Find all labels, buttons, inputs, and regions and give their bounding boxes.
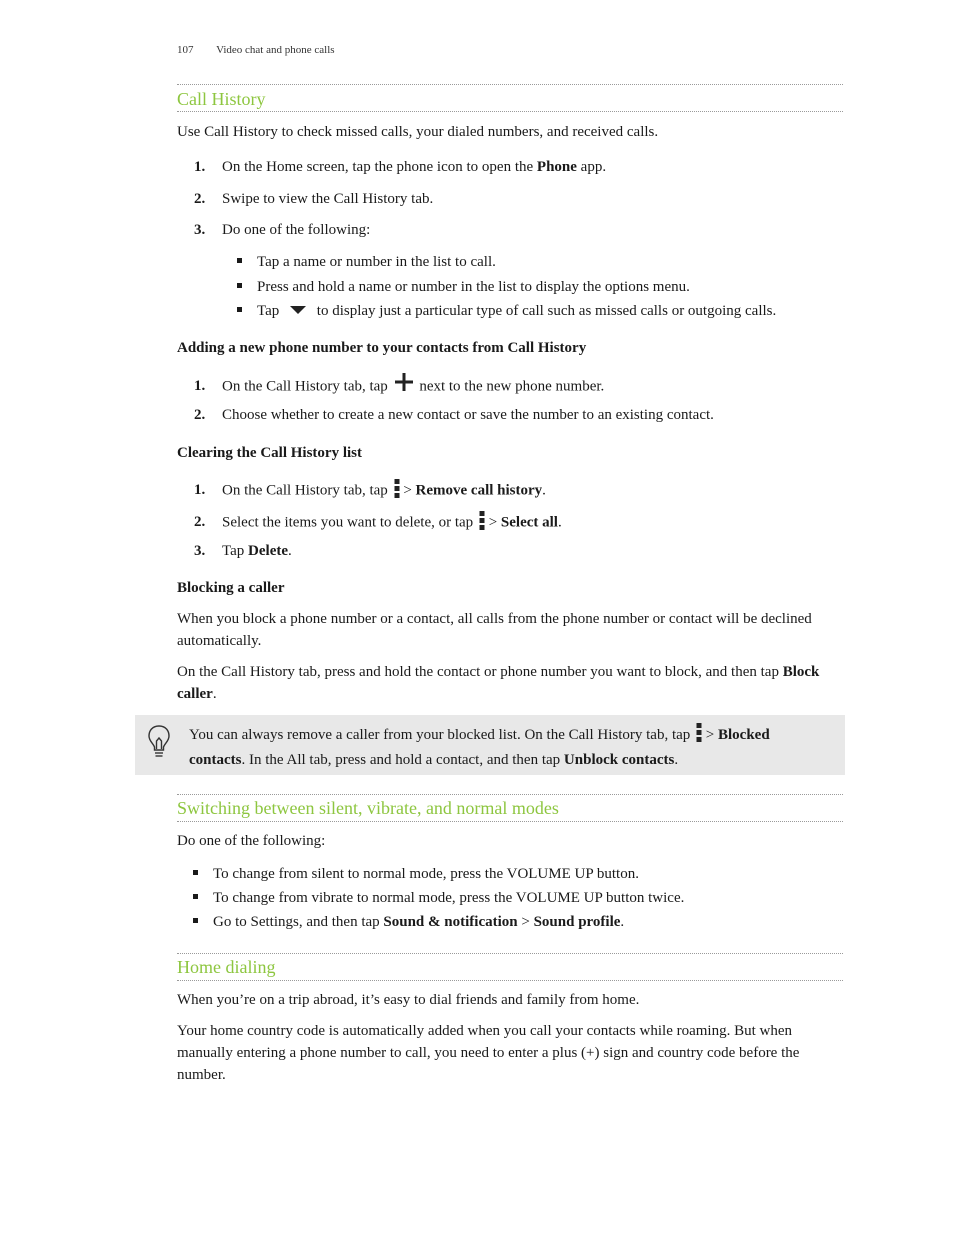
triangle-down-icon xyxy=(289,302,307,322)
blocking-para-1: When you block a phone number or a contact, all calls from the phone number or contact will be declined automatically. xyxy=(177,611,812,649)
step-text-end: app. xyxy=(576,159,607,175)
section-rule-bottom xyxy=(177,980,843,981)
block-caller-label: Block caller xyxy=(177,664,820,702)
punctuation: . xyxy=(620,914,625,930)
step-number: 2. xyxy=(194,191,206,207)
plus-icon xyxy=(394,372,414,398)
bullet-text: To change from vibrate to normal mode, press the VOLUME UP button twice. xyxy=(213,890,685,906)
home-dialing-para-1: When you’re on a trip abroad, it’s easy to dial friends and family from home. xyxy=(177,992,640,1008)
page-number: 107 xyxy=(177,44,194,56)
punctuation: . xyxy=(212,686,217,702)
running-header xyxy=(177,44,335,56)
call-history-intro: Use Call History to check missed calls, your dialed numbers, and received calls. xyxy=(177,124,659,140)
step-text: On the Home screen, tap the phone icon to open the xyxy=(222,159,537,175)
bullet-square xyxy=(193,918,198,923)
sound-profile-label: Sound profile xyxy=(533,914,621,930)
tip-text-start: You can always remove a caller from your blocked list. On the Call History tab, tap xyxy=(189,726,691,743)
bullet-text-end: to display just a particular type of call such as missed calls or outgoing calls. xyxy=(316,303,777,319)
list-item xyxy=(193,864,639,884)
home-dialing-para-2: Your home country code is automatically added when you call your contacts while roaming. But when manually entering a phone number to call, you need to enter a plus (+) sign and country code before the number. xyxy=(177,1023,800,1083)
adding-step-1 xyxy=(194,374,604,400)
clearing-step-1 xyxy=(194,478,546,504)
section-rule-bottom xyxy=(177,821,843,822)
menu-separator: > xyxy=(399,482,416,499)
tip-text xyxy=(189,722,829,771)
section-title-modes: Switching between silent, vibrate, and normal modes xyxy=(177,798,559,818)
list-item xyxy=(237,301,776,322)
step-1 xyxy=(194,157,606,177)
tip-text-middle: . In the All tab, press and hold a contact, and then tap xyxy=(241,752,564,768)
section-rule-top xyxy=(177,84,843,85)
step-number: 2. xyxy=(194,514,206,531)
section-rule-top xyxy=(177,794,843,795)
list-item xyxy=(237,277,690,297)
para-text: On the Call History tab, press and hold the contact or phone number you want to block, and then tap xyxy=(177,664,783,680)
bullet-square xyxy=(193,894,198,899)
menu-separator: > xyxy=(702,726,718,743)
step-text: Swipe to view the Call History tab. xyxy=(222,191,434,207)
step-number: 3. xyxy=(194,543,206,559)
step-text: Choose whether to create a new contact or save the number to an existing contact. xyxy=(222,407,714,423)
bullet-square xyxy=(237,258,242,263)
bullet-text: Tap a name or number in the list to call. xyxy=(257,254,496,270)
phone-app-name: Phone xyxy=(536,159,577,175)
step-text: On the Call History tab, tap xyxy=(222,378,388,395)
punctuation: . xyxy=(674,752,679,768)
step-text-end: next to the new phone number. xyxy=(419,378,605,395)
step-number: 3. xyxy=(194,222,206,238)
step-text: Tap xyxy=(222,543,249,559)
bullet-text: Tap xyxy=(257,303,280,319)
blocked-contacts-label: Blocked contacts xyxy=(189,726,770,768)
bullet-square xyxy=(193,870,198,875)
clearing-step-2 xyxy=(194,510,562,536)
modes-intro: Do one of the following: xyxy=(177,833,326,849)
punctuation: . xyxy=(557,514,562,531)
bullet-square xyxy=(237,283,242,288)
section-title-home-dialing: Home dialing xyxy=(177,957,276,977)
bullet-text: To change from silent to normal mode, press the VOLUME UP button. xyxy=(213,866,639,882)
punctuation: . xyxy=(542,482,546,499)
lightbulb-icon xyxy=(147,724,171,765)
menu-item-select-all: Select all xyxy=(500,514,558,531)
step-3 xyxy=(194,220,370,240)
section-rule-bottom xyxy=(177,111,843,112)
step-text: On the Call History tab, tap xyxy=(222,482,388,499)
list-item xyxy=(193,912,624,932)
subheading-clearing: Clearing the Call History list xyxy=(177,445,362,461)
menu-separator: > xyxy=(484,514,501,531)
step-2 xyxy=(194,189,433,209)
step-text: Do one of the following: xyxy=(222,222,371,238)
step-number: 1. xyxy=(194,378,206,395)
punctuation: . xyxy=(288,543,292,559)
step-number: 1. xyxy=(194,159,206,175)
chapter-title: Video chat and phone calls xyxy=(216,44,335,56)
bullet-square xyxy=(237,307,242,312)
step-number: 2. xyxy=(194,407,206,423)
section-title-call-history: Call History xyxy=(177,89,266,109)
bullet-text: Go to Settings, and then tap xyxy=(213,914,384,930)
step-text: Select the items you want to delete, or tap xyxy=(222,514,474,531)
sound-notification-label: Sound & notification xyxy=(383,914,518,930)
subheading-blocking: Blocking a caller xyxy=(177,580,285,596)
subheading-adding: Adding a new phone number to your contacts from Call History xyxy=(177,340,587,356)
menu-item-remove-call-history: Remove call history xyxy=(415,482,543,499)
menu-item-delete: Delete xyxy=(248,543,288,559)
section-rule-top xyxy=(177,953,843,954)
bullet-text: Press and hold a name or number in the list to display the options menu. xyxy=(257,279,690,295)
blocking-para-2 xyxy=(177,661,845,705)
step-number: 1. xyxy=(194,482,206,499)
adding-step-2 xyxy=(194,405,714,425)
clearing-step-3 xyxy=(194,541,292,561)
menu-separator: > xyxy=(517,914,534,930)
unblock-contacts-label: Unblock contacts xyxy=(563,752,675,768)
list-item xyxy=(237,252,496,272)
list-item xyxy=(193,888,684,908)
